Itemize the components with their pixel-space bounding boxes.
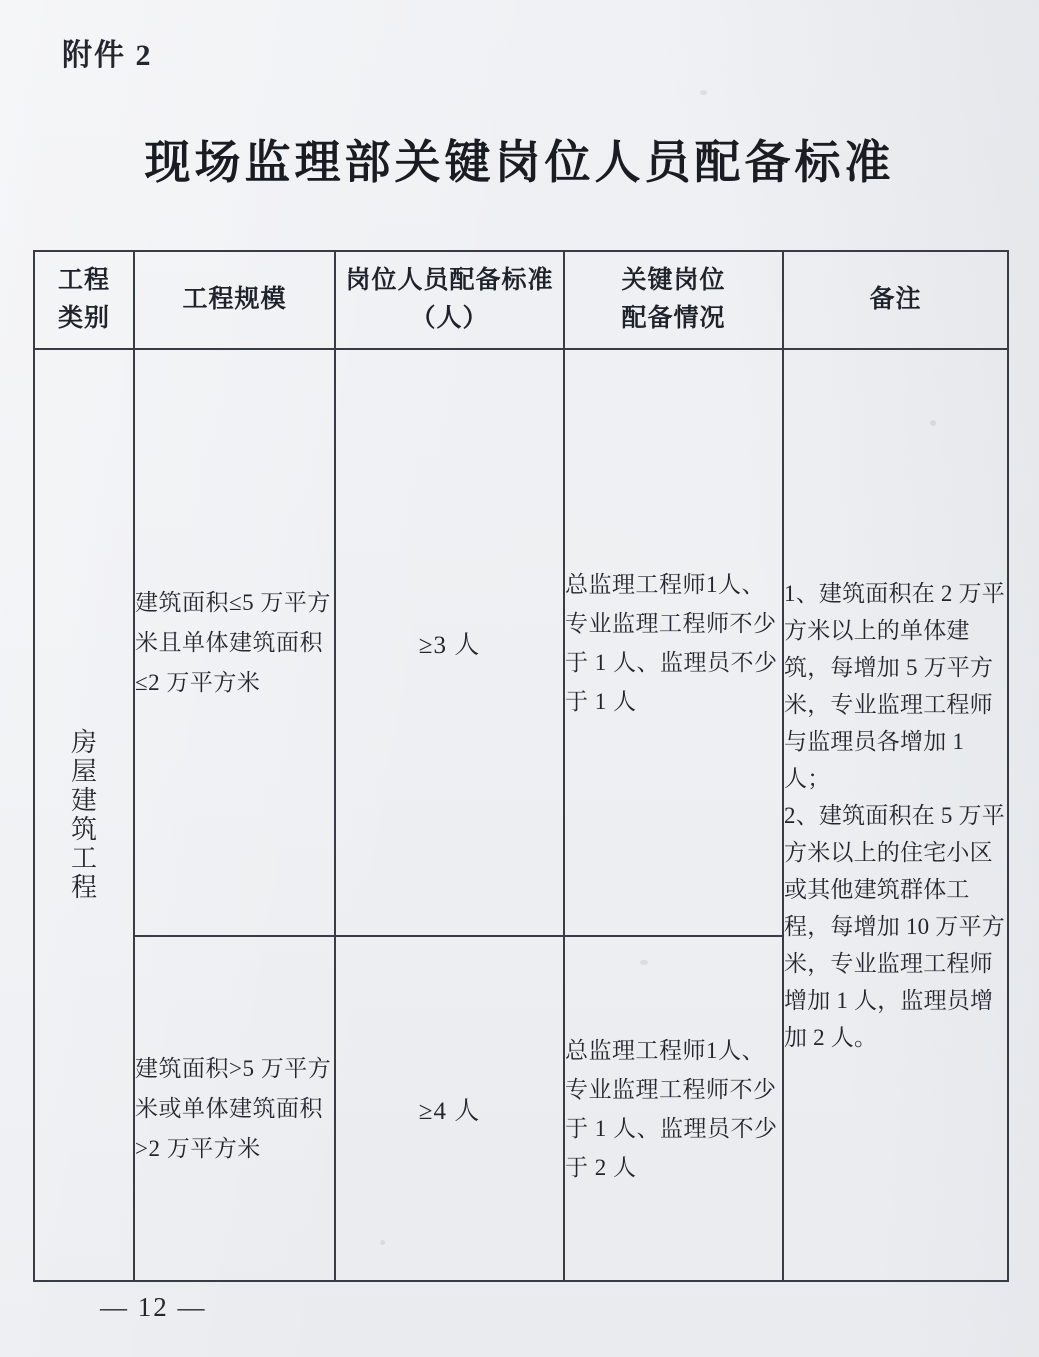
- cell-remarks: [783, 349, 1008, 1281]
- remark-item-1: 1、建筑面积在 2 万平方米以上的单体建筑，每增加 5 万平方米，专业监理工程师与监理员各增加 1 人；: [784, 580, 1005, 791]
- cell-staffing-row2: ≥4 人: [335, 936, 564, 1281]
- cell-key-positions-row1: 总监理工程师1人、专业监理工程师不少于 1 人、监理员不少于 1 人: [564, 349, 783, 936]
- header-line: （人）: [410, 305, 489, 332]
- remark-item-2: 2、建筑面积在 5 万平方米以上的住宅小区或其他建筑群体工程，每增加 10 万平方米，专业监理工程师增加 1 人，监理员增加 2 人。: [784, 802, 1005, 1050]
- attachment-label: 附件 2: [62, 39, 153, 72]
- cell-staffing-row1: ≥3 人: [335, 349, 564, 936]
- header-line: 岗位人员配备标准: [345, 267, 554, 294]
- cell-scale-row2: 建筑面积>5 万平方米或单体建筑面积>2 万平方米: [134, 936, 335, 1281]
- header-remarks: [783, 251, 1008, 349]
- header-project-scale: [134, 251, 335, 349]
- table-row: [34, 349, 1008, 936]
- header-line: 配备情况: [621, 305, 726, 332]
- page-number: — 12 —: [100, 1292, 207, 1322]
- page-title: 现场监理部关键岗位人员配备标准: [144, 137, 895, 188]
- cell-project-category: [34, 349, 134, 1281]
- header-staffing-standard: [335, 251, 564, 349]
- cell-key-positions-row2: 总监理工程师1人、专业监理工程师不少于 1 人、监理员不少于 2 人: [564, 936, 783, 1281]
- project-category-text: 房屋建筑工程: [70, 728, 97, 902]
- header-line: 关键岗位: [621, 267, 726, 294]
- header-line: 工程规模: [182, 286, 287, 313]
- scan-speckle: [700, 90, 707, 95]
- header-line: 工程: [57, 267, 110, 294]
- header-line: 类别: [57, 305, 110, 332]
- staffing-standard-table: [33, 250, 1009, 1282]
- table-header-row: [34, 251, 1008, 349]
- header-project-category: [34, 251, 134, 349]
- header-line: 备注: [869, 286, 922, 313]
- cell-scale-row1: 建筑面积≤5 万平方米且单体建筑面积≤2 万平方米: [134, 349, 335, 936]
- header-key-positions: [564, 251, 783, 349]
